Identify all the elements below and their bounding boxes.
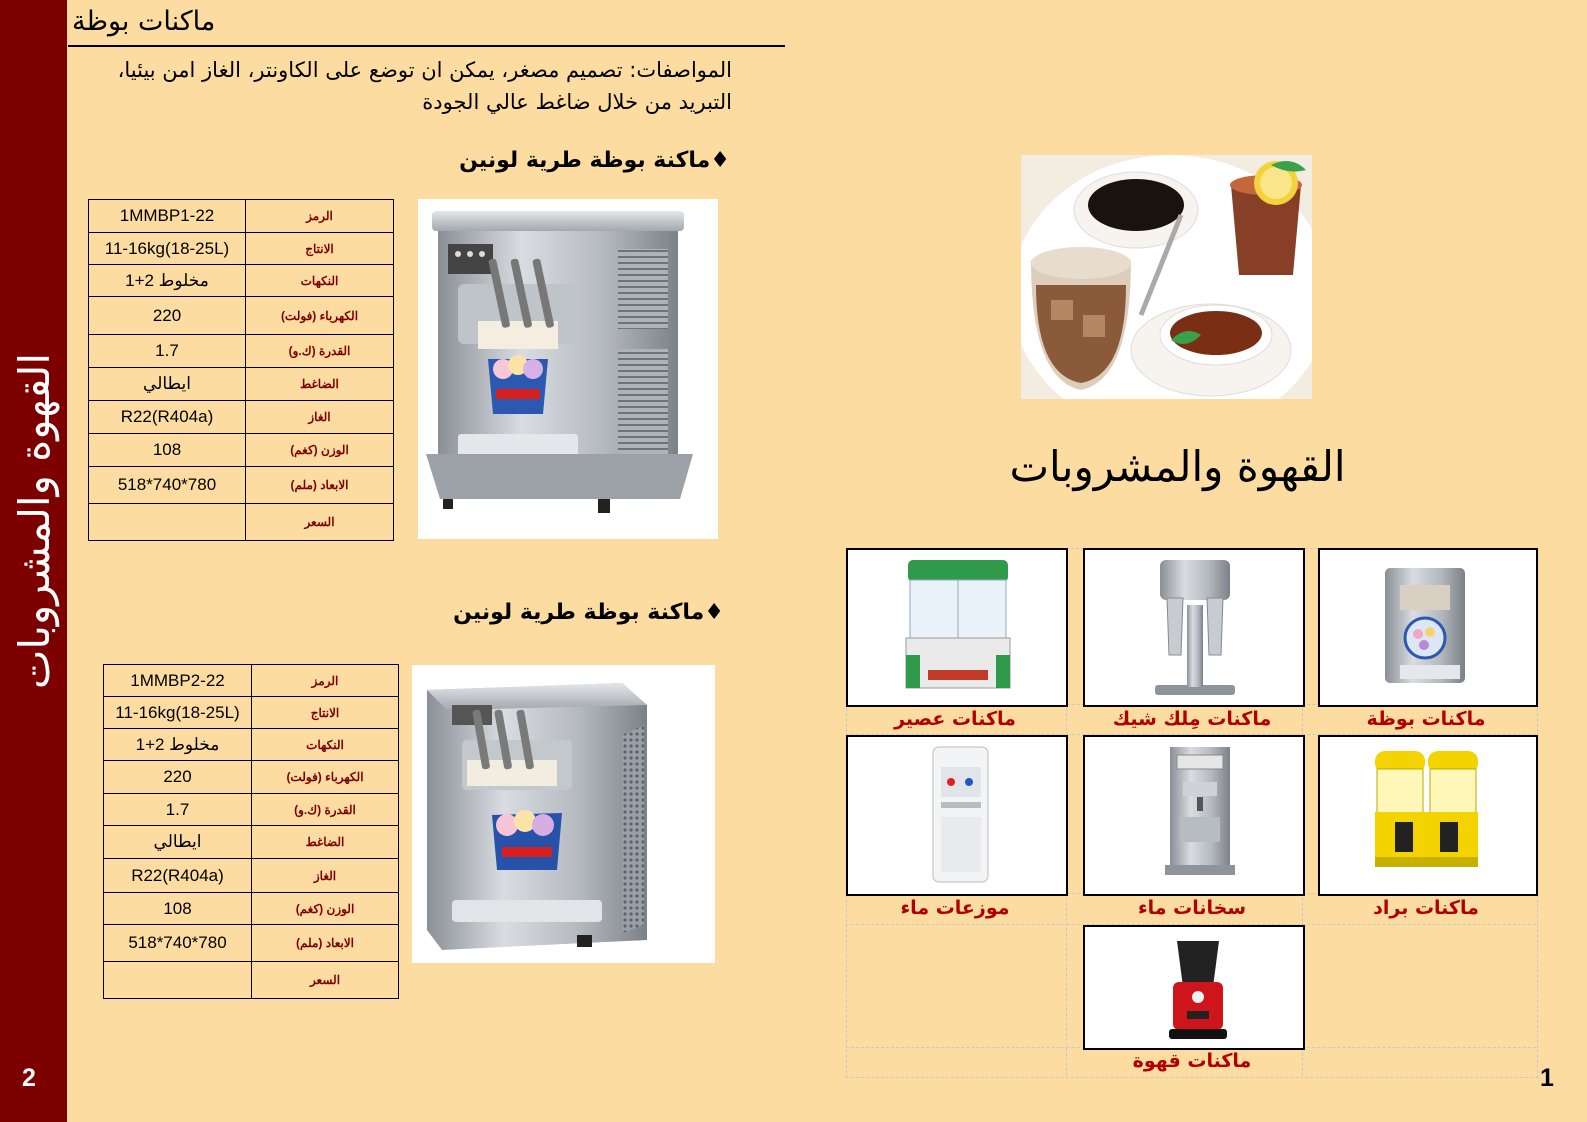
spec-label: الانتاج xyxy=(252,697,399,729)
spec-label: الابعاد (ملم) xyxy=(252,925,399,962)
coffee-drinks-photo xyxy=(1021,155,1312,399)
spec-value xyxy=(104,962,252,999)
coffee-grinder-thumb[interactable] xyxy=(1083,925,1305,1050)
spec-label: السعر xyxy=(246,504,394,541)
spec-label: النكهات xyxy=(252,729,399,761)
spec-value: 1MMBP2-22 xyxy=(104,665,252,697)
spec-label: القدرة (ك.و) xyxy=(252,794,399,826)
spec-label: الانتاج xyxy=(246,233,394,265)
product-title-2: ♦ماكنة بوظة طرية لونين xyxy=(453,600,724,625)
spec-value: 1.7 xyxy=(104,794,252,826)
spec-table-2 xyxy=(103,664,399,999)
spec-label: الرمز xyxy=(252,665,399,697)
spec-label: الوزن (كغم) xyxy=(252,893,399,925)
soft-serve-machine-photo-1 xyxy=(418,199,718,539)
spec-value: 220 xyxy=(89,297,246,335)
water-dispenser-thumb[interactable] xyxy=(846,735,1068,896)
spec-value xyxy=(89,504,246,541)
spec-value: R22(R404a) xyxy=(89,401,246,434)
specs-text: المواصفات: تصميم مصغر، يمكن ان توضع على الكاونتر، الغاز امن بيئيا، التبريد من خلال ضاغط عالي الجودة xyxy=(117,58,732,114)
header-divider xyxy=(68,45,785,47)
category-label[interactable]: ماكنات مِلك شيك xyxy=(1112,708,1272,730)
sidebar-title: القهوة والمشروبات xyxy=(9,352,59,690)
spec-label: الكهرباء (فولت) xyxy=(246,297,394,335)
spec-value: 108 xyxy=(104,893,252,925)
category-label[interactable]: ماكنات قهوة xyxy=(1132,1050,1252,1072)
left-page-number: 2 xyxy=(22,1064,36,1092)
spec-value: 11-16kg(18-25L) xyxy=(104,697,252,729)
section-title: ماكنات بوظة xyxy=(72,6,216,37)
category-label[interactable]: ماكنات بوظة xyxy=(1366,708,1486,730)
category-label[interactable]: موزعات ماء xyxy=(900,897,1010,919)
spec-value: 518*740*780 xyxy=(89,467,246,504)
spec-label: الضاغط xyxy=(246,368,394,401)
category-label[interactable]: سخانات ماء xyxy=(1137,897,1247,919)
spec-value: 11-16kg(18-25L) xyxy=(89,233,246,265)
right-page-number: 1 xyxy=(1540,1064,1554,1092)
juice-dispenser-thumb[interactable] xyxy=(846,548,1068,707)
spec-value: 1MMBP1-22 xyxy=(89,200,246,233)
spec-value: R22(R404a) xyxy=(104,859,252,893)
spec-label: النكهات xyxy=(246,265,394,297)
spec-label: الضاغط xyxy=(252,826,399,859)
page-title: القهوة والمشروبات xyxy=(1009,442,1346,491)
milkshake-machine-thumb[interactable] xyxy=(1083,548,1305,707)
spec-value: 220 xyxy=(104,761,252,794)
spec-value: 108 xyxy=(89,434,246,467)
spec-value: 1+2 مخلوط xyxy=(104,729,252,761)
spec-table-1 xyxy=(88,199,394,541)
spec-label: القدرة (ك.و) xyxy=(246,335,394,368)
soft-serve-machine-photo-2 xyxy=(412,665,715,963)
spec-value: ايطالي xyxy=(89,368,246,401)
spec-label: السعر xyxy=(252,962,399,999)
spec-label: الوزن (كغم) xyxy=(246,434,394,467)
ice-cream-machine-thumb[interactable] xyxy=(1318,548,1538,707)
category-label[interactable]: ماكنات عصير xyxy=(894,708,1016,730)
spec-label: الرمز xyxy=(246,200,394,233)
spec-label: الغاز xyxy=(246,401,394,434)
product-title-1: ♦ماكنة بوظة طرية لونين xyxy=(459,148,730,173)
spec-value: 518*740*780 xyxy=(104,925,252,962)
spec-value: 1.7 xyxy=(89,335,246,368)
spec-value: 1+2 مخلوط xyxy=(89,265,246,297)
spec-label: الكهرباء (فولت) xyxy=(252,761,399,794)
spec-label: الغاز xyxy=(252,859,399,893)
spec-label: الابعاد (ملم) xyxy=(246,467,394,504)
slush-machine-thumb[interactable] xyxy=(1318,735,1538,896)
spec-value: ايطالي xyxy=(104,826,252,859)
water-boiler-thumb[interactable] xyxy=(1083,735,1305,896)
category-label[interactable]: ماكنات براد xyxy=(1373,897,1479,919)
